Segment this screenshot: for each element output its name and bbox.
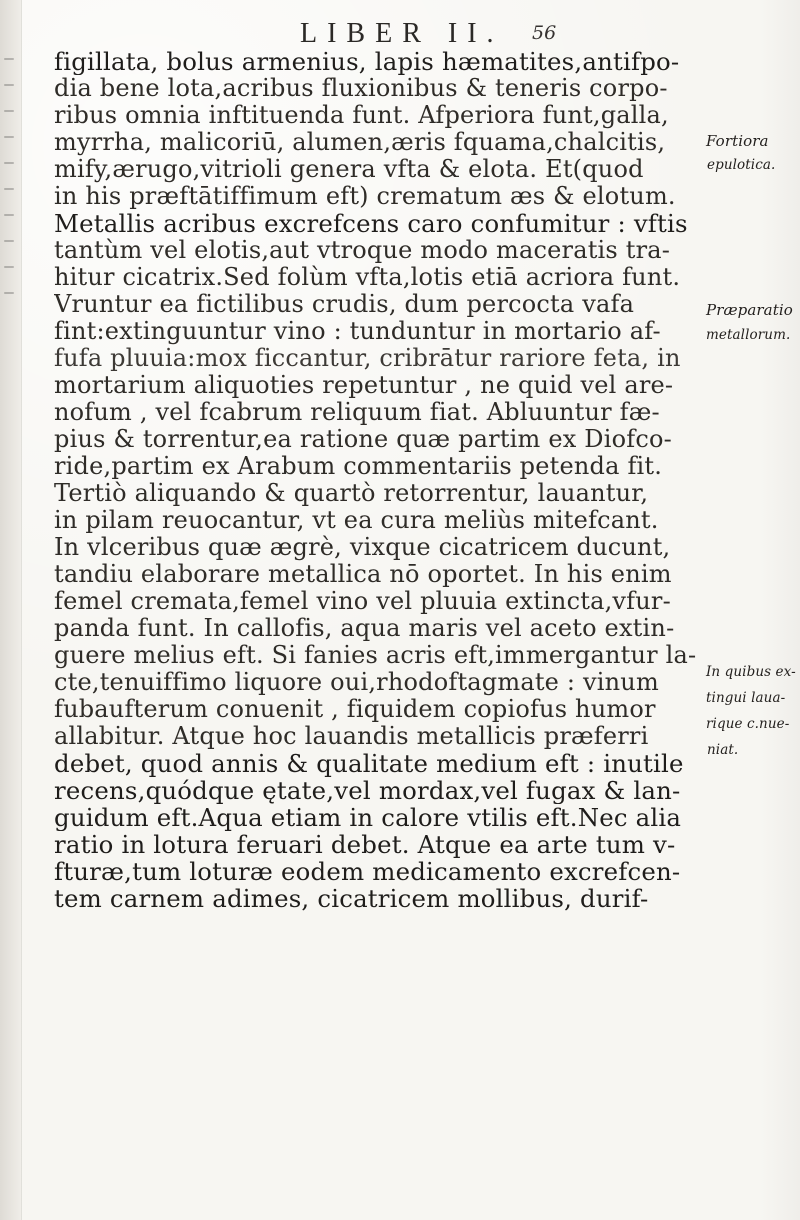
text-line: ratio in lotura feruari debet. Atque ea arte tum v-	[54, 831, 676, 858]
page-number: 56	[532, 22, 557, 44]
margin-note: metallorum.	[706, 327, 791, 343]
text-line: Vruntur ea fictilibus crudis, dum percocta vafa	[54, 291, 635, 318]
text-line: in pilam reuocantur, vt ea cura meliùs mitefcant.	[54, 507, 659, 534]
text-line: ribus omnia inftituenda funt. Afperiora funt,galla,	[54, 102, 669, 129]
text-line: mortarium aliquoties repetuntur , ne quid vel are-	[54, 372, 674, 399]
margin-note: niat.	[707, 742, 739, 758]
main-text	[54, 48, 714, 912]
gutter-mark	[4, 266, 14, 268]
gutter-mark	[4, 292, 14, 294]
text-line: Tertiò aliquando & quartò retorrentur, lauantur,	[54, 480, 649, 507]
text-line: panda funt. In callofis, aqua maris vel aceto extin-	[54, 615, 675, 642]
margin-note: tingui laua-	[706, 690, 786, 706]
text-line: guidum eft.Aqua etiam in calore vtilis eft.Nec alia	[54, 804, 682, 831]
margin-note: In quibus ex-	[706, 664, 796, 680]
text-line: tantùm vel elotis,aut vtroque modo maceratis tra-	[54, 237, 671, 264]
running-head: LIBER II.	[300, 18, 504, 49]
text-line: allabitur. Atque hoc lauandis metallicis præferri	[54, 723, 649, 750]
gutter-mark	[4, 110, 14, 112]
text-line: pius & torrentur,ea ratione quæ partim ex Diofco-	[54, 426, 672, 453]
text-line: fint:extinguuntur vino : tunduntur in mortario af-	[54, 318, 661, 345]
gutter-mark	[4, 240, 14, 242]
gutter-mark	[4, 214, 14, 216]
text-line: in his præftātiffimum eft) crematum æs & elotum.	[54, 183, 676, 210]
text-line: tem carnem adimes, cicatricem mollibus, durif-	[54, 885, 649, 912]
margin-note: epulotica.	[707, 157, 776, 173]
text-line: hitur cicatrix.Sed folùm vfta,lotis etiā acriora funt.	[54, 264, 681, 291]
text-line: fufa pluuia:mox ficcantur, cribrātur rariore feta, in	[54, 345, 681, 372]
gutter-mark	[4, 84, 14, 86]
gutter-mark	[4, 136, 14, 138]
margin-note: rique c.nue-	[706, 716, 790, 732]
text-line: debet, quod annis & qualitate medium eft : inutile	[54, 750, 684, 777]
text-line: ride,partim ex Arabum commentariis petenda fit.	[54, 453, 663, 480]
text-line: cte,tenuiffimo liquore oui,rhodoftagmate : vinum	[54, 669, 659, 696]
text-line: guere melius eft. Si fanies acris eft,immergantur la-	[54, 642, 697, 669]
page-gutter	[0, 0, 22, 1220]
text-line: femel cremata,femel vino vel pluuia extincta,vfur-	[54, 588, 671, 615]
text-line: tandiu elaborare metallica nō oportet. In his enim	[54, 561, 672, 588]
text-line: fturæ,tum loturæ eodem medicamento excrefcen-	[54, 858, 681, 885]
text-line: Metallis acribus excrefcens caro confumitur : vftis	[54, 210, 688, 237]
text-line: myrrha, malicoriū, alumen,æris fquama,chalcitis,	[54, 129, 666, 156]
gutter-mark	[4, 162, 14, 164]
gutter-mark	[4, 58, 14, 60]
text-line: recens,quódque ętate,vel mordax,vel fugax & lan-	[54, 777, 681, 804]
gutter-mark	[4, 188, 14, 190]
text-line: figillata, bolus armenius, lapis hæmatites,antifpo-	[54, 48, 680, 75]
text-line: In vlceribus quæ ægrè, vixque cicatricem ducunt,	[54, 534, 671, 561]
text-line: fubaufterum conuenit , fiquidem copiofus humor	[54, 696, 656, 723]
text-line: mify,ærugo,vitrioli genera vfta & elota. Et(quod	[54, 156, 644, 183]
text-line: nofum , vel fcabrum reliquum fiat. Abluuntur fæ-	[54, 399, 660, 426]
text-line: dia bene lota,acribus fluxionibus & teneris corpo-	[54, 75, 668, 102]
margin-note: Fortiora	[706, 132, 769, 150]
margin-note: Præparatio	[706, 301, 793, 319]
